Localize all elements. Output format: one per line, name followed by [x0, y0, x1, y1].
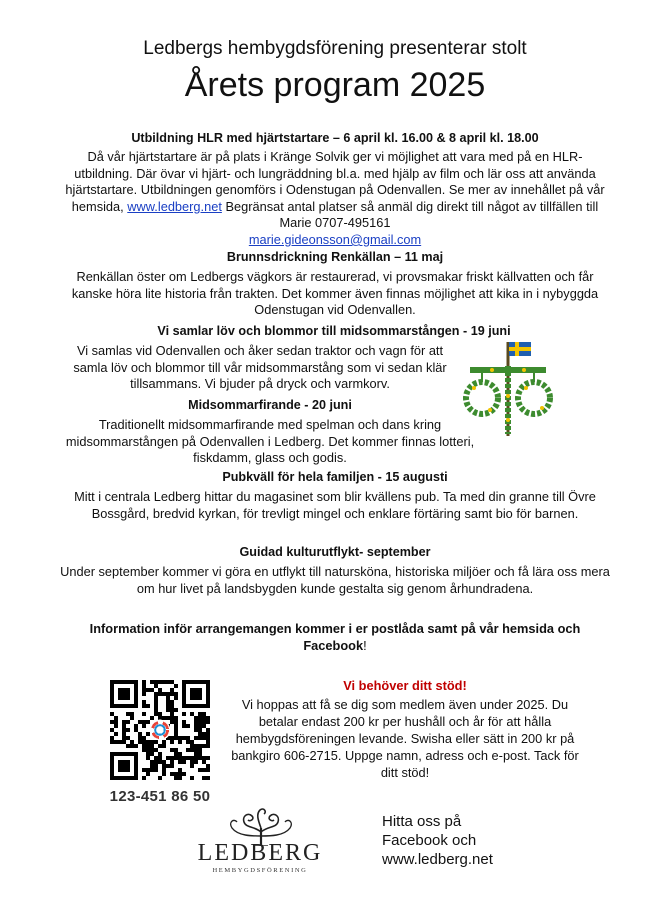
info-exclaim: !	[363, 638, 367, 653]
event-pub-body: Mitt i centrala Ledberg hittar du magasinet som blir kvällens pub. Ta med din granne till Övre Bossgård, bredvid kyrkan, för trevligt mingel och enklare förtäring samt bio för barnen.	[74, 489, 596, 521]
email-link[interactable]: marie.gideonsson@gmail.com	[248, 231, 422, 247]
event-guidad-body: Under september kommer vi göra en utflykt till natursköna, historiska miljöer och få lära oss mera om hur livet på landsbygden kunde gestalta sig genom århundradena.	[60, 564, 610, 596]
info-note	[60, 620, 610, 654]
support-heading: Vi behöver ditt stöd!	[343, 678, 467, 693]
info-text: Information inför arrangemangen kommer i er postlåda samt på vår hemsida och Facebook	[89, 621, 581, 653]
event-midsommar	[60, 398, 480, 467]
event-brunn-body: Renkällan öster om Ledbergs vägkors är restaurerad, vi provsmakar friskt källvatten och får kanske höra lite historia från trakten. Det kommer även finnas möjlighet att kika in i nybyggda Odenstugan vid Odenvallen.	[71, 269, 599, 318]
logo-subtitle: HEMBYGDSFÖRENING	[212, 867, 308, 874]
website-link[interactable]: www.ledberg.net	[127, 198, 222, 214]
midsummer-pole-icon	[462, 336, 554, 436]
event-hlr-text-1: Då vår hjärtstartare är på plats i Kränge Solvik ger vi möjlighet att vara med på en HLR-utbildning. Där övar vi hjärt- och lungräddning bl.a. med hjälp av film och lär oss att använda hjärtstartare. Utbildningen genomförs i Odenstugan på Odenvallen. Se mer av innehållet på vår hemsida,	[65, 149, 605, 214]
event-brunn-heading: Brunnsdrickning Renkällan – 11 maj	[226, 250, 444, 264]
event-brunn	[60, 250, 610, 319]
event-hlr-text-2: Begränsat antal platser så anmäl dig direkt till något av tillfällen till Marie 0707-495161	[221, 198, 599, 231]
find-us-line-3: www.ledberg.net	[382, 851, 493, 868]
event-guidad-heading: Guidad kulturutflykt- september	[239, 545, 431, 559]
event-lov-heading: Vi samlar löv och blommor till midsommarstången - 19 juni	[157, 324, 511, 338]
event-midsommar-body: Traditionellt midsommarfirande med spelman och dans kring midsommarstången på Odenvallen i Ledberg. Det kommer finnas lotteri, fiskdamm, glass och godis.	[65, 417, 475, 466]
event-midsommar-heading: Midsommarfirande - 20 juni	[188, 398, 352, 412]
subtitle: Ledbergs hembygdsförening presenterar stolt	[143, 38, 527, 59]
event-pub-heading: Pubkväll för hela familjen - 15 augusti	[222, 470, 448, 484]
event-pub	[60, 470, 610, 522]
support-block	[230, 678, 580, 781]
event-guidad	[60, 545, 610, 597]
find-us	[382, 812, 522, 869]
logo-name: LEDBERG	[197, 840, 323, 866]
event-lov-body: Vi samlas vid Odenvallen och åker sedan traktor och vagn för att samla löv och blommor till vår midsommarstång som vi sedan klär tillsammans. Vi bjuder på dryck och varmkorv.	[73, 343, 447, 392]
support-body: Vi hoppas att få se dig som medlem även under 2025. Du betalar endast 200 kr per hushåll och år för att hålla hembygdsföreningen levande. Swisha eller sätt in 200 kr på bankgiro 606-2715. Uppge namn, adress och e-post. Tack för ditt stöd!	[231, 697, 579, 780]
swish-qr-icon	[110, 680, 210, 780]
event-hlr	[60, 131, 610, 249]
find-us-line-2: Facebook och	[382, 832, 477, 849]
event-hlr-body	[60, 149, 610, 249]
find-us-line-1: Hitta oss på	[382, 813, 462, 830]
swish-number: 123-451 86 50	[109, 788, 211, 805]
page-title: Årets program 2025	[184, 66, 486, 104]
event-hlr-heading: Utbildning HLR med hjärtstartare – 6 april kl. 16.00 & 8 april kl. 18.00	[131, 131, 539, 145]
